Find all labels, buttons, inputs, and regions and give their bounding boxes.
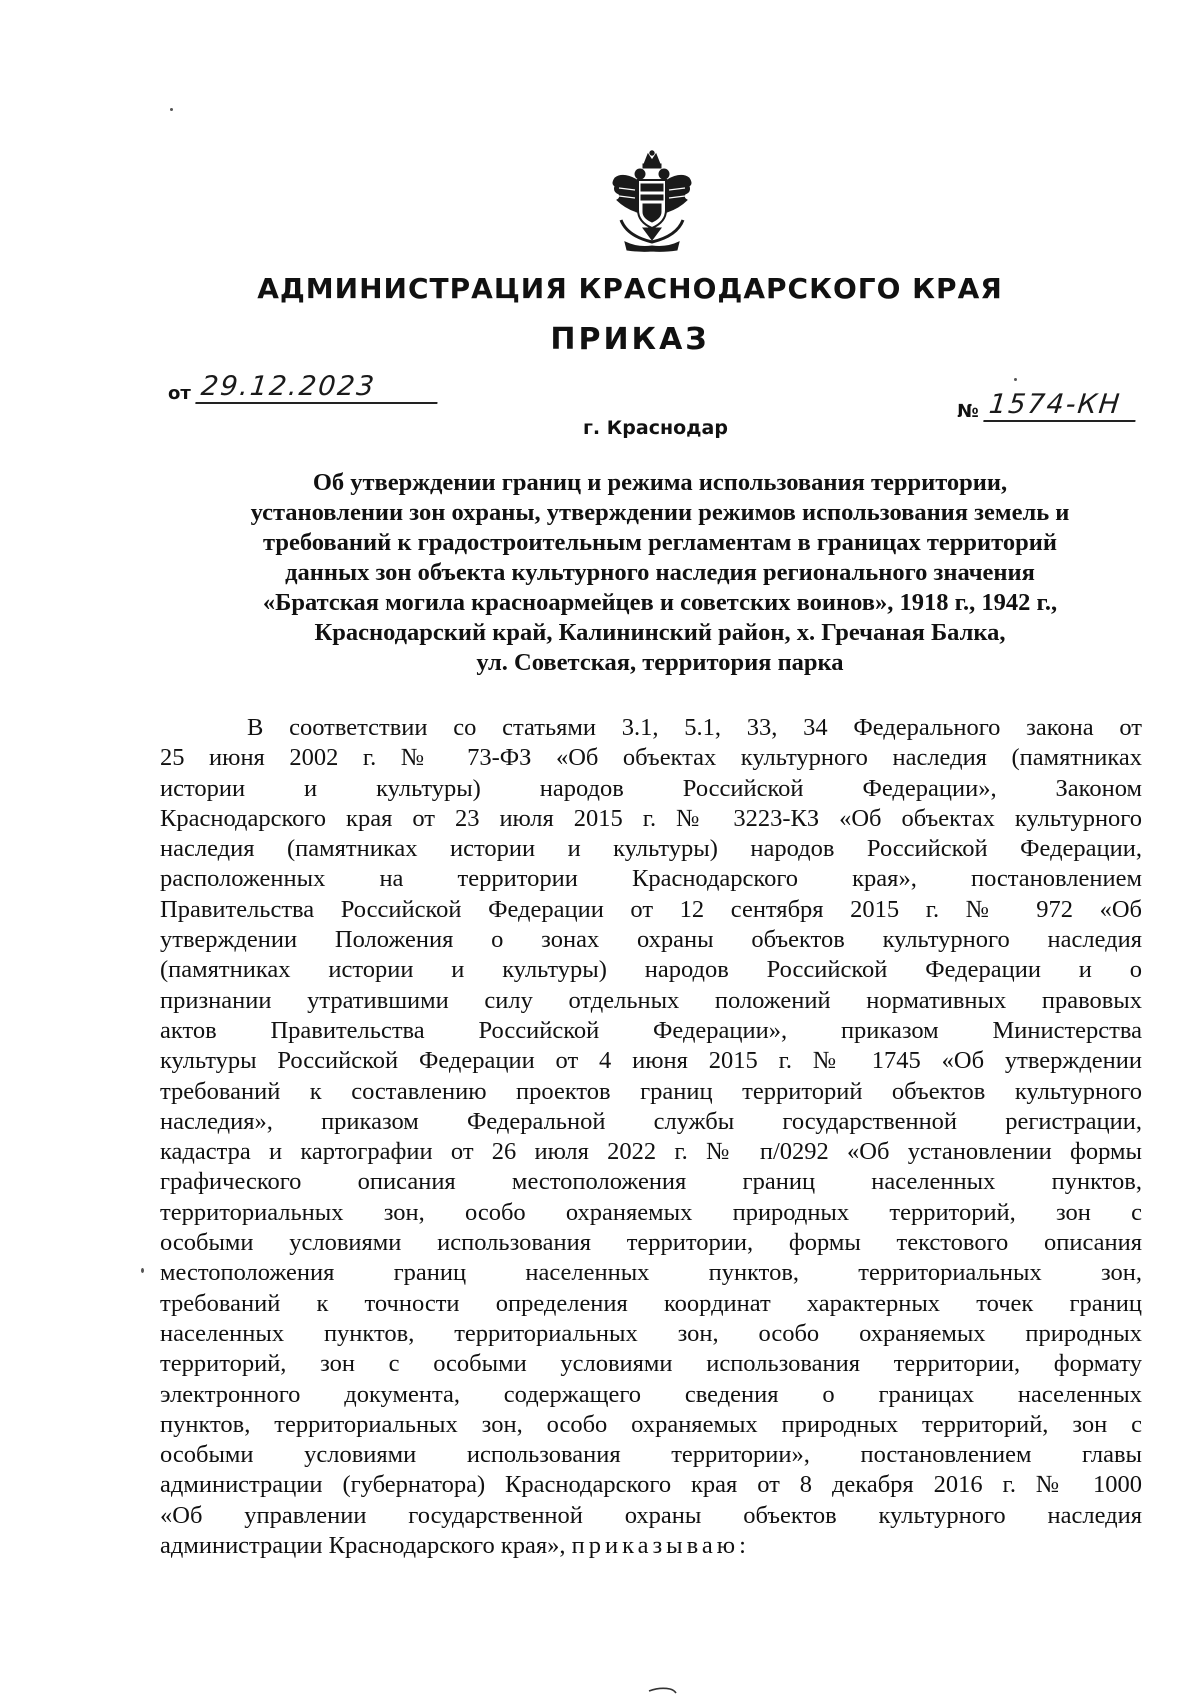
- document-type: ПРИКАЗ: [550, 322, 710, 357]
- scan-speck: [1014, 378, 1017, 381]
- handwritten-date: 29.12.2023: [195, 372, 440, 404]
- page-mark: [648, 1686, 678, 1694]
- body-line: признании утратившими силу отдельных положений нормативных правовых: [160, 986, 1142, 1014]
- scan-speck: [170, 108, 173, 111]
- body-line: местоположения границ населенных пунктов, территориальных зон,: [160, 1259, 1142, 1287]
- date-prefix: от: [168, 383, 191, 404]
- city-label: г. Краснодар: [583, 417, 728, 439]
- body-line: Правительства Российской Федерации от 12 сентября 2015 г. № 972 «Об: [160, 895, 1142, 923]
- body-line: (памятниках истории и культуры) народов Российской Федерации и о: [160, 956, 1142, 984]
- organization-title: АДМИНИСТРАЦИЯ КРАСНОДАРСКОГО КРАЯ: [257, 272, 1003, 305]
- heading-line: Краснодарский край, Калининский район, х. Гречаная Балка,: [314, 619, 1006, 646]
- body-line: особыми условиями использования территории, формы текстового описания: [160, 1229, 1142, 1257]
- document-heading: [180, 468, 1140, 678]
- heading-line: требований к градостроительным регламентам в границах территорий: [263, 529, 1057, 556]
- body-line: территорий, зон с особыми условиями использования территории, формату: [160, 1350, 1142, 1378]
- heading-line: Об утверждении границ и режима использования территории,: [312, 469, 1008, 496]
- handwritten-number: 1574-КН: [983, 390, 1138, 422]
- krasnodar-coat-of-arms-icon: [607, 150, 697, 252]
- body-line: актов Правительства Российской Федерации», приказом Министерства: [160, 1016, 1142, 1044]
- body-line: утверждении Положения о зонах охраны объектов культурного наследия: [160, 926, 1142, 954]
- heading-line: «Братская могила красноармейцев и советских воинов», 1918 г., 1942 г.,: [262, 589, 1058, 616]
- scan-speck: [141, 1268, 144, 1273]
- body-line: 25 июня 2002 г. № 73-ФЗ «Об объектах культурного наследия (памятниках: [160, 744, 1142, 772]
- body-line: расположенных на территории Краснодарского края», постановлением: [160, 865, 1142, 893]
- heading-line: данных зон объекта культурного наследия регионального значения: [285, 559, 1035, 586]
- heading-line: ул. Советская, территория парка: [476, 649, 844, 676]
- body-paragraph: [160, 713, 1142, 1561]
- body-line: наследия (памятниках истории и культуры) народов Российской Федерации,: [160, 835, 1142, 863]
- body-line: пунктов, территориальных зон, особо охраняемых природных территорий, зон с: [160, 1410, 1142, 1438]
- body-line: администрации (губернатора) Краснодарского края от 8 декабря 2016 г. № 1000: [160, 1471, 1142, 1499]
- body-line: населенных пунктов, территориальных зон, особо охраняемых природных: [160, 1319, 1142, 1347]
- number-prefix: №: [957, 401, 979, 422]
- body-line-final: [160, 1531, 1142, 1561]
- body-line: особыми условиями использования территории», постановлением главы: [160, 1441, 1142, 1469]
- body-line: В соответствии со статьями 3.1, 5.1, 33, 34 Федерального закона от: [247, 714, 1142, 741]
- body-final-text: администрации Краснодарского края»,: [160, 1532, 566, 1560]
- body-line: «Об управлении государственной охраны объектов культурного наследия: [160, 1501, 1142, 1529]
- body-line: культуры Российской Федерации от 4 июня 2015 г. № 1745 «Об утверждении: [160, 1047, 1142, 1075]
- document-date: [168, 372, 439, 404]
- body-line: графического описания местоположения границ населенных пунктов,: [160, 1168, 1142, 1196]
- order-verb: приказываю:: [571, 1532, 750, 1560]
- body-line: электронного документа, содержащего сведения о границах населенных: [160, 1380, 1142, 1408]
- body-line: Краснодарского края от 23 июля 2015 г. № 3223-КЗ «Об объектах культурного: [160, 804, 1142, 832]
- body-line: требований к точности определения координат характерных точек границ: [160, 1289, 1142, 1317]
- body-line: наследия», приказом Федеральной службы государственной регистрации,: [160, 1107, 1142, 1135]
- body-line: территориальных зон, особо охраняемых природных территорий, зон с: [160, 1198, 1142, 1226]
- body-line: кадастра и картографии от 26 июля 2022 г. № п/0292 «Об установлении формы: [160, 1138, 1142, 1166]
- body-line: истории и культуры) народов Российской Федерации», Законом: [160, 774, 1142, 802]
- body-line: требований к составлению проектов границ территорий объектов культурного: [160, 1077, 1142, 1105]
- heading-line: установлении зон охраны, утверждении режимов использования земель и: [250, 499, 1070, 526]
- document-number: [957, 390, 1137, 422]
